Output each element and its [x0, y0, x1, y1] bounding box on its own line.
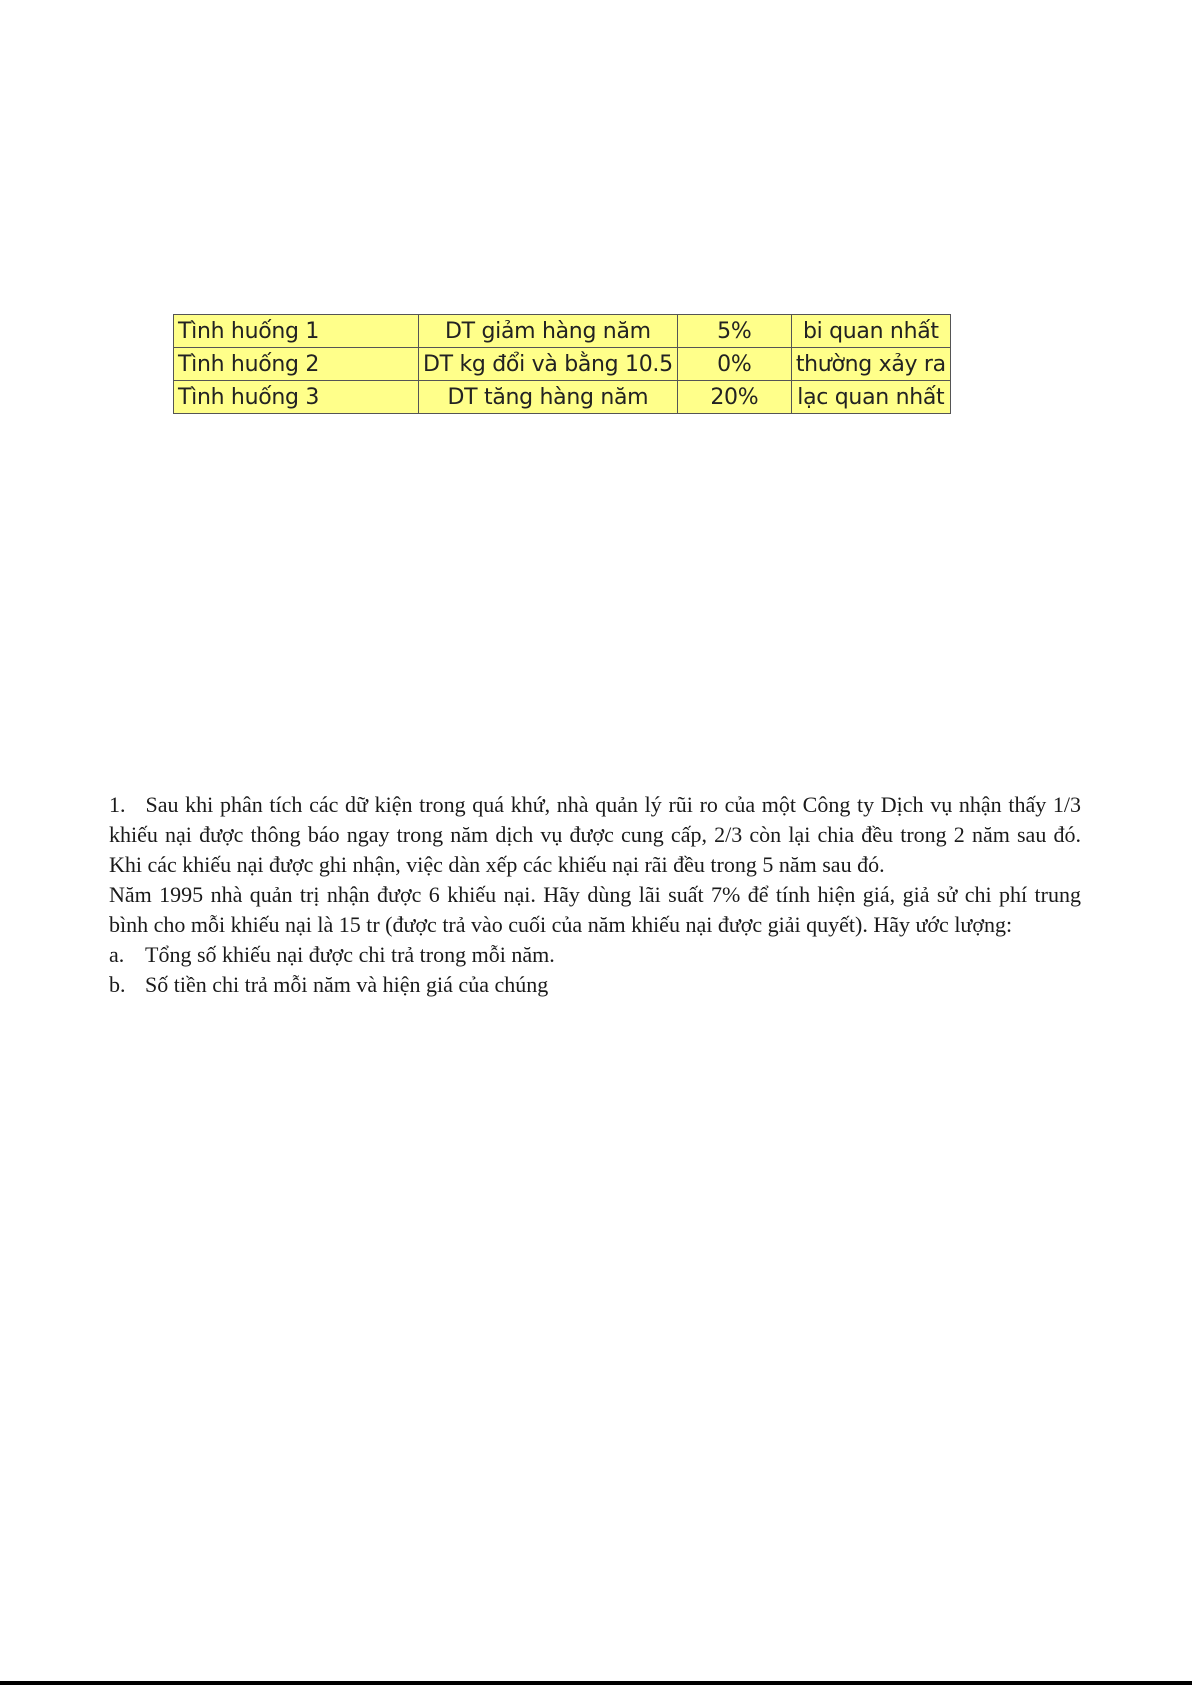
table-row [174, 381, 951, 414]
list-item-text: Tổng số khiếu nại được chi trả trong mỗi năm. [145, 942, 555, 967]
list-item [109, 940, 1081, 970]
problem-paragraph-1 [109, 790, 1081, 880]
scenario-name-cell: Tình huống 2 [174, 348, 419, 381]
table-row [174, 315, 951, 348]
problem-paragraph-1-text: Sau khi phân tích các dữ kiện trong quá khứ, nhà quản lý rũi ro của một Công ty Dịch vụ nhận thấy 1/3 khiếu nại được thông báo ngay trong năm dịch vụ được cung cấp, 2/3 còn lại chia đều trong 2 năm sau đó. Khi các khiếu nại được ghi nhận, việc dàn xếp các khiếu nại rãi đều trong 5 năm sau đó. [109, 792, 1081, 877]
problem-number: 1. [109, 792, 126, 817]
problem-paragraph-2: Năm 1995 nhà quản trị nhận được 6 khiếu nại. Hãy dùng lãi suất 7% để tính hiện giá, giả sử chi phí trung bình cho mỗi khiếu nại là 15 tr (được trả vào cuối của năm khiếu nại được giải quyết). Hãy ước lượng: [109, 882, 1081, 937]
list-item-marker: b. [109, 972, 126, 997]
scenario-outlook-cell: bi quan nhất [791, 315, 950, 348]
scenario-description-cell: DT tăng hàng năm [419, 381, 678, 414]
scenario-description-cell: DT giảm hàng năm [419, 315, 678, 348]
scenario-description-cell: DT kg đổi và bằng 10.5 [419, 348, 678, 381]
list-item-text: Số tiền chi trả mỗi năm và hiện giá của chúng [145, 972, 549, 997]
page-bottom-border [0, 1681, 1192, 1685]
scenario-outlook-cell: thường xảy ra [791, 348, 950, 381]
scenario-rate-cell: 20% [677, 381, 791, 414]
scenario-rate-cell: 5% [677, 315, 791, 348]
list-item-marker: a. [109, 942, 125, 967]
scenario-name-cell: Tình huống 3 [174, 381, 419, 414]
scenario-name-cell: Tình huống 1 [174, 315, 419, 348]
problem-statement [109, 790, 1081, 1000]
scenario-rate-cell: 0% [677, 348, 791, 381]
scenario-table [173, 314, 951, 414]
table-row [174, 348, 951, 381]
scenario-outlook-cell: lạc quan nhất [791, 381, 950, 414]
list-item [109, 970, 1081, 1000]
